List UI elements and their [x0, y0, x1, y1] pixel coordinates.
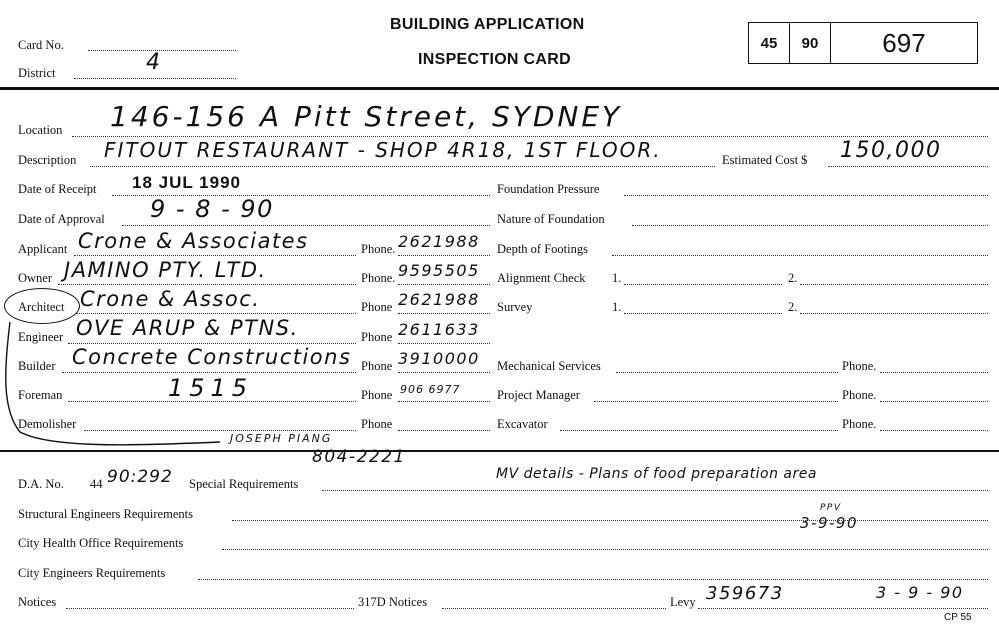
location-value: 146-156 A Pitt Street, SYDNEY	[110, 100, 623, 133]
description-line	[90, 166, 715, 167]
architect-phone-label: Phone	[361, 300, 393, 314]
card-number: 697	[882, 27, 926, 58]
project-manager-label: Project Manager	[497, 388, 580, 402]
main-divider	[0, 450, 999, 452]
bracket-stroke	[6, 322, 220, 445]
levy-line	[698, 608, 988, 609]
project-manager-phone-label: Phone.	[842, 388, 877, 402]
applicant-phone-line	[398, 255, 490, 256]
foundation-pressure-label: Foundation Pressure	[497, 182, 600, 196]
code-box-b	[789, 22, 831, 64]
estimated-cost-value: 150,000	[840, 138, 942, 163]
da-label: D.A. No.	[18, 477, 64, 491]
applicant-value: Crone & Associates	[78, 229, 309, 253]
alignment-2-line	[800, 284, 988, 285]
owner-phone-line	[398, 284, 490, 285]
mechanical-phone-label: Phone.	[842, 359, 877, 373]
notices-line	[66, 608, 354, 609]
district-value: 4	[146, 50, 162, 75]
title-line-1: BUILDING APPLICATION	[390, 16, 585, 33]
city-engineers-label: City Engineers Requirements	[18, 566, 166, 580]
architect-phone-line	[398, 313, 490, 314]
survey-1-label: 1.	[612, 300, 622, 314]
approval-value: 9 - 8 - 90	[150, 195, 274, 223]
foreman-phone: 906 6977	[400, 383, 461, 396]
foundation-pressure-line	[624, 195, 988, 196]
demolisher-label: Demolisher	[18, 417, 77, 431]
foreman-label: Foreman	[18, 388, 63, 402]
notices-317d-line	[442, 608, 666, 609]
code-a: 45	[760, 34, 778, 52]
form-code: CP 55	[944, 612, 972, 623]
nature-foundation-label: Nature of Foundation	[497, 212, 605, 226]
demolisher-phone-label: Phone	[361, 417, 393, 431]
structural-line	[232, 520, 988, 521]
levy-date: 3 - 9 - 90	[876, 583, 964, 602]
da-prefix: 44	[90, 477, 103, 491]
survey-2-label: 2.	[788, 300, 798, 314]
da-value: 90:292	[107, 467, 173, 487]
mechanical-line	[616, 372, 838, 373]
applicant-phone-label: Phone.	[361, 242, 396, 256]
survey-1-line	[624, 313, 782, 314]
owner-line	[58, 284, 356, 285]
survey-label: Survey	[497, 300, 533, 314]
engineer-label: Engineer	[18, 330, 64, 344]
header-divider	[0, 87, 999, 90]
estimated-cost-label: Estimated Cost $	[722, 153, 808, 167]
title-line-2: INSPECTION CARD	[418, 51, 571, 68]
excavator-phone-line	[880, 430, 988, 431]
receipt-label: Date of Receipt	[18, 182, 97, 196]
district-line	[74, 78, 236, 79]
structural-label: Structural Engineers Requirements	[18, 507, 193, 521]
excavator-label: Excavator	[497, 417, 548, 431]
alignment-1-label: 1.	[612, 271, 622, 285]
structural-ppv: PPV	[820, 503, 842, 513]
code-box-a	[748, 22, 790, 64]
special-requirements-value: MV details - Plans of food preparation area	[496, 466, 817, 482]
levy-value: 359673	[706, 583, 784, 604]
nature-foundation-line	[632, 225, 988, 226]
joseph-note: JOSEPH PIANG	[230, 432, 333, 445]
location-label: Location	[18, 123, 63, 137]
health-label: City Health Office Requirements	[18, 536, 184, 550]
applicant-label: Applicant	[18, 242, 68, 256]
estimated-cost-line	[828, 166, 988, 167]
structural-date: 3-9-90	[800, 514, 858, 532]
architect-value: Crone & Assoc.	[80, 287, 261, 311]
special-requirements-line	[322, 490, 988, 491]
code-b: 90	[801, 34, 819, 52]
engineer-phone-label: Phone	[361, 330, 393, 344]
owner-phone-label: Phone.	[361, 271, 396, 285]
engineer-phone: 2611633	[398, 320, 480, 339]
alignment-check-label: Alignment Check	[497, 271, 586, 285]
city-engineers-line	[198, 579, 988, 580]
card-number-box	[830, 22, 978, 64]
engineer-phone-line	[398, 343, 490, 344]
architect-phone: 2621988	[398, 290, 480, 309]
hand-drawn-bracket	[0, 300, 260, 460]
owner-phone: 9595505	[398, 261, 480, 280]
builder-phone-line	[398, 372, 490, 373]
card-no-label: Card No.	[18, 38, 64, 52]
location-line	[72, 136, 988, 137]
description-label: Description	[18, 153, 77, 167]
approval-label: Date of Approval	[18, 212, 105, 226]
excavator-phone-label: Phone.	[842, 417, 877, 431]
special-requirements-label: Special Requirements	[189, 477, 299, 491]
engineer-value: OVE ARUP & PTNS.	[76, 316, 299, 340]
excavator-line	[560, 430, 838, 431]
health-line	[222, 549, 988, 550]
architect-label: Architect	[18, 300, 65, 314]
demolisher-phone-line	[398, 430, 490, 431]
mechanical-phone-line	[880, 372, 988, 373]
receipt-stamp: 18 JUL 1990	[132, 173, 241, 192]
builder-value: Concrete Constructions	[72, 345, 352, 369]
district-label: District	[18, 66, 56, 80]
survey-2-line	[800, 313, 988, 314]
alignment-2-label: 2.	[788, 271, 798, 285]
notices-label: Notices	[18, 595, 57, 609]
foreman-phone-label: Phone	[361, 388, 393, 402]
alignment-1-line	[624, 284, 782, 285]
foreman-phone-line	[398, 401, 490, 402]
foreman-value: 1515	[168, 374, 254, 402]
notices-317d-label: 317D Notices	[358, 595, 428, 609]
builder-label: Builder	[18, 359, 56, 373]
builder-phone: 3910000	[398, 349, 480, 368]
depth-footings-label: Depth of Footings	[497, 242, 588, 256]
applicant-line	[74, 255, 356, 256]
joseph-phone: 804-2221	[312, 447, 406, 467]
description-value: FITOUT RESTAURANT - SHOP 4R18, 1ST FLOOR.	[104, 138, 662, 162]
mechanical-label: Mechanical Services	[497, 359, 601, 373]
builder-phone-label: Phone	[361, 359, 393, 373]
project-manager-line	[594, 401, 838, 402]
card-no-line	[88, 50, 236, 51]
owner-value: JAMINO PTY. LTD.	[64, 258, 267, 282]
project-manager-phone-line	[880, 401, 988, 402]
depth-footings-line	[612, 255, 988, 256]
approval-line	[122, 225, 490, 226]
applicant-phone: 2621988	[398, 232, 480, 251]
levy-label: Levy	[670, 595, 696, 609]
owner-label: Owner	[18, 271, 53, 285]
